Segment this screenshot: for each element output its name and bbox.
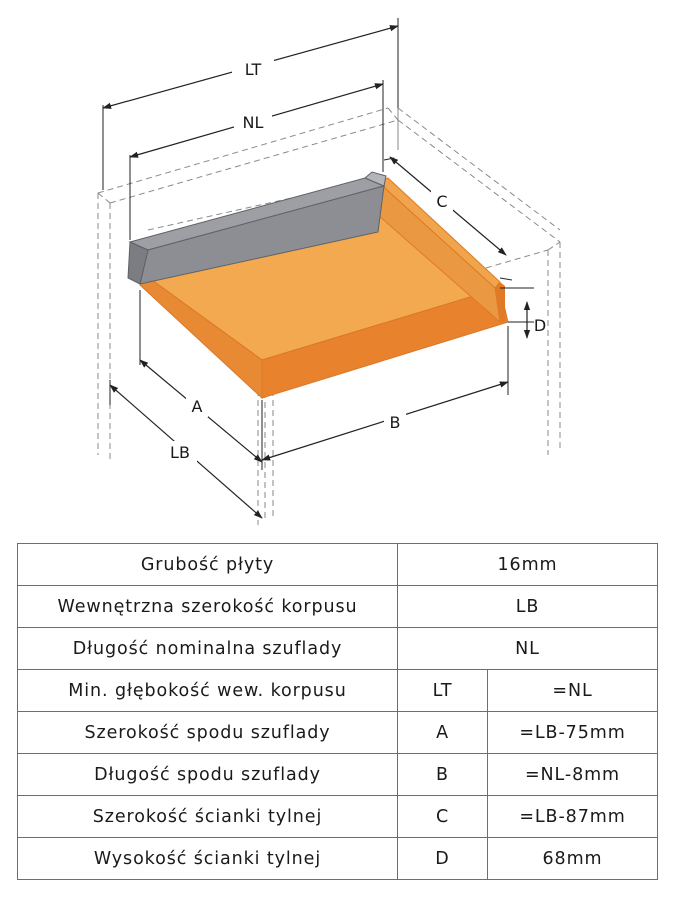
label-c: C bbox=[436, 192, 448, 211]
label-b: B bbox=[389, 413, 401, 432]
row-value: =NL-8mm bbox=[488, 754, 658, 796]
table-row bbox=[18, 796, 658, 838]
row-label: Grubość płyty bbox=[18, 544, 398, 586]
row-symbol: LT bbox=[398, 670, 488, 712]
row-label: Wysokość ścianki tylnej bbox=[18, 838, 398, 880]
row-value: =LB-75mm bbox=[488, 712, 658, 754]
row-label: Wewnętrzna szerokość korpusu bbox=[18, 586, 398, 628]
label-d: D bbox=[533, 316, 547, 335]
row-symbol: C bbox=[398, 796, 488, 838]
table-row bbox=[18, 628, 658, 670]
row-symbol: D bbox=[398, 838, 488, 880]
table-row bbox=[18, 586, 658, 628]
row-symbol: B bbox=[398, 754, 488, 796]
table-row bbox=[18, 754, 658, 796]
row-label: Szerokość spodu szuflady bbox=[18, 712, 398, 754]
row-value: =NL bbox=[488, 670, 658, 712]
specification-table bbox=[17, 543, 658, 880]
table-row bbox=[18, 712, 658, 754]
label-a: A bbox=[191, 397, 203, 416]
table-row bbox=[18, 670, 658, 712]
row-symbol: A bbox=[398, 712, 488, 754]
row-value: NL bbox=[398, 628, 658, 670]
label-nl: NL bbox=[242, 113, 264, 132]
label-lb: LB bbox=[170, 443, 190, 462]
table-row bbox=[18, 838, 658, 880]
table-row bbox=[18, 544, 658, 586]
row-label: Szerokość ścianki tylnej bbox=[18, 796, 398, 838]
row-value: 16mm bbox=[398, 544, 658, 586]
row-value: LB bbox=[398, 586, 658, 628]
row-label: Długość nominalna szuflady bbox=[18, 628, 398, 670]
row-value: 68mm bbox=[488, 838, 658, 880]
label-lt: LT bbox=[244, 60, 262, 79]
row-label: Min. głębokość wew. korpusu bbox=[18, 670, 398, 712]
row-label: Długość spodu szuflady bbox=[18, 754, 398, 796]
row-value: =LB-87mm bbox=[488, 796, 658, 838]
